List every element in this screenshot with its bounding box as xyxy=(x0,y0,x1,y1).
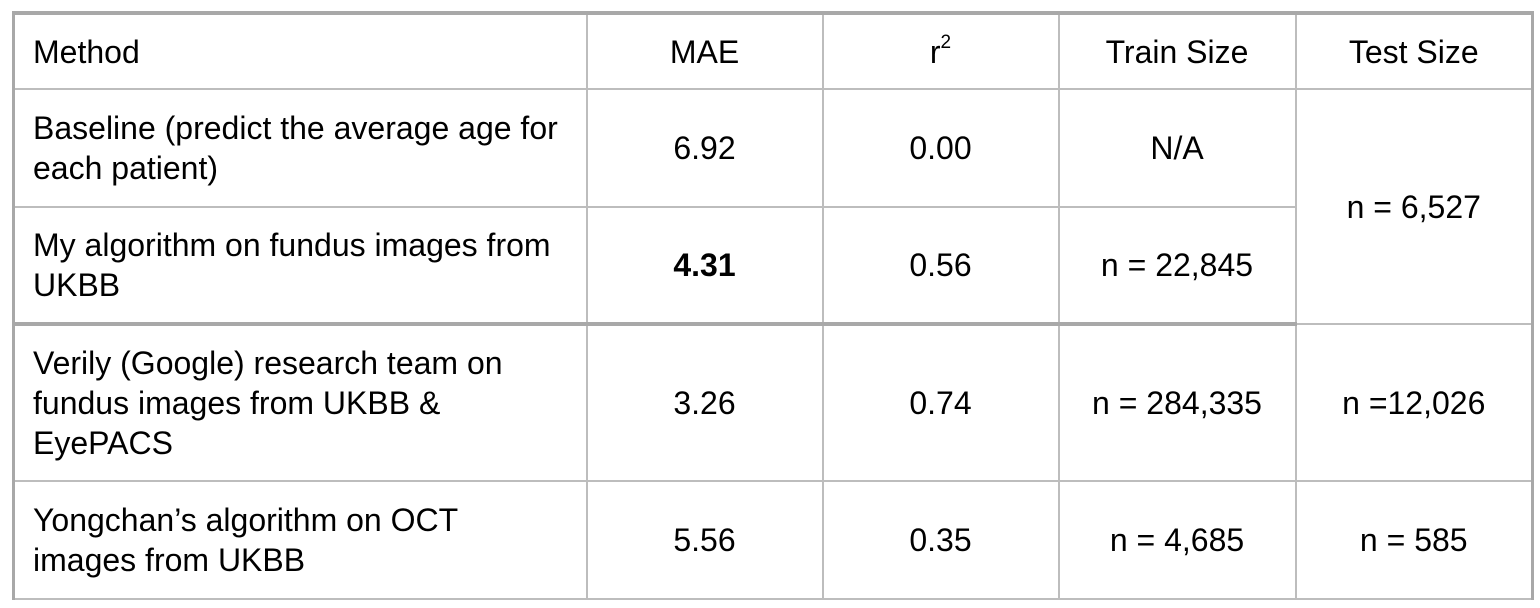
r2-cell: 0.56 xyxy=(823,207,1059,324)
test-size-cell-merged: n = 6,527 xyxy=(1296,89,1533,324)
mae-cell-best: 4.31 xyxy=(587,207,823,324)
header-train-size: Train Size xyxy=(1059,13,1296,89)
header-mae: MAE xyxy=(587,13,823,89)
train-size-cell: n = 4,685 xyxy=(1059,481,1296,599)
train-size-cell: n = 284,335 xyxy=(1059,324,1296,481)
method-cell: Yongchan’s algorithm on OCT images from UKBB xyxy=(14,481,587,599)
header-r2-exponent: 2 xyxy=(940,31,952,53)
train-size-cell: N/A xyxy=(1059,89,1296,207)
mae-cell: 5.56 xyxy=(587,481,823,599)
header-test-size: Test Size xyxy=(1296,13,1533,89)
r2-cell: 0.35 xyxy=(823,481,1059,599)
method-cell: Verily (Google) research team on fundus images from UKBB & EyePACS xyxy=(14,324,587,481)
method-cell: Baseline (predict the average age for each patient) xyxy=(14,89,587,207)
header-method: Method xyxy=(14,13,587,89)
r2-cell: 0.00 xyxy=(823,89,1059,207)
header-r2-base: r xyxy=(929,33,941,70)
train-size-cell: n = 22,845 xyxy=(1059,207,1296,324)
mae-cell: 6.92 xyxy=(587,89,823,207)
results-table xyxy=(12,11,1534,600)
r2-cell: 0.74 xyxy=(823,324,1059,481)
table-row-verily xyxy=(14,324,1533,481)
table-row-yongchan xyxy=(14,481,1533,599)
method-cell: My algorithm on fundus images from UKBB xyxy=(14,207,587,324)
test-size-cell: n = 585 xyxy=(1296,481,1533,599)
table-row-baseline xyxy=(14,89,1533,207)
mae-cell: 3.26 xyxy=(587,324,823,481)
header-row xyxy=(14,13,1533,89)
header-r2 xyxy=(823,13,1059,89)
test-size-cell: n =12,026 xyxy=(1296,324,1533,481)
